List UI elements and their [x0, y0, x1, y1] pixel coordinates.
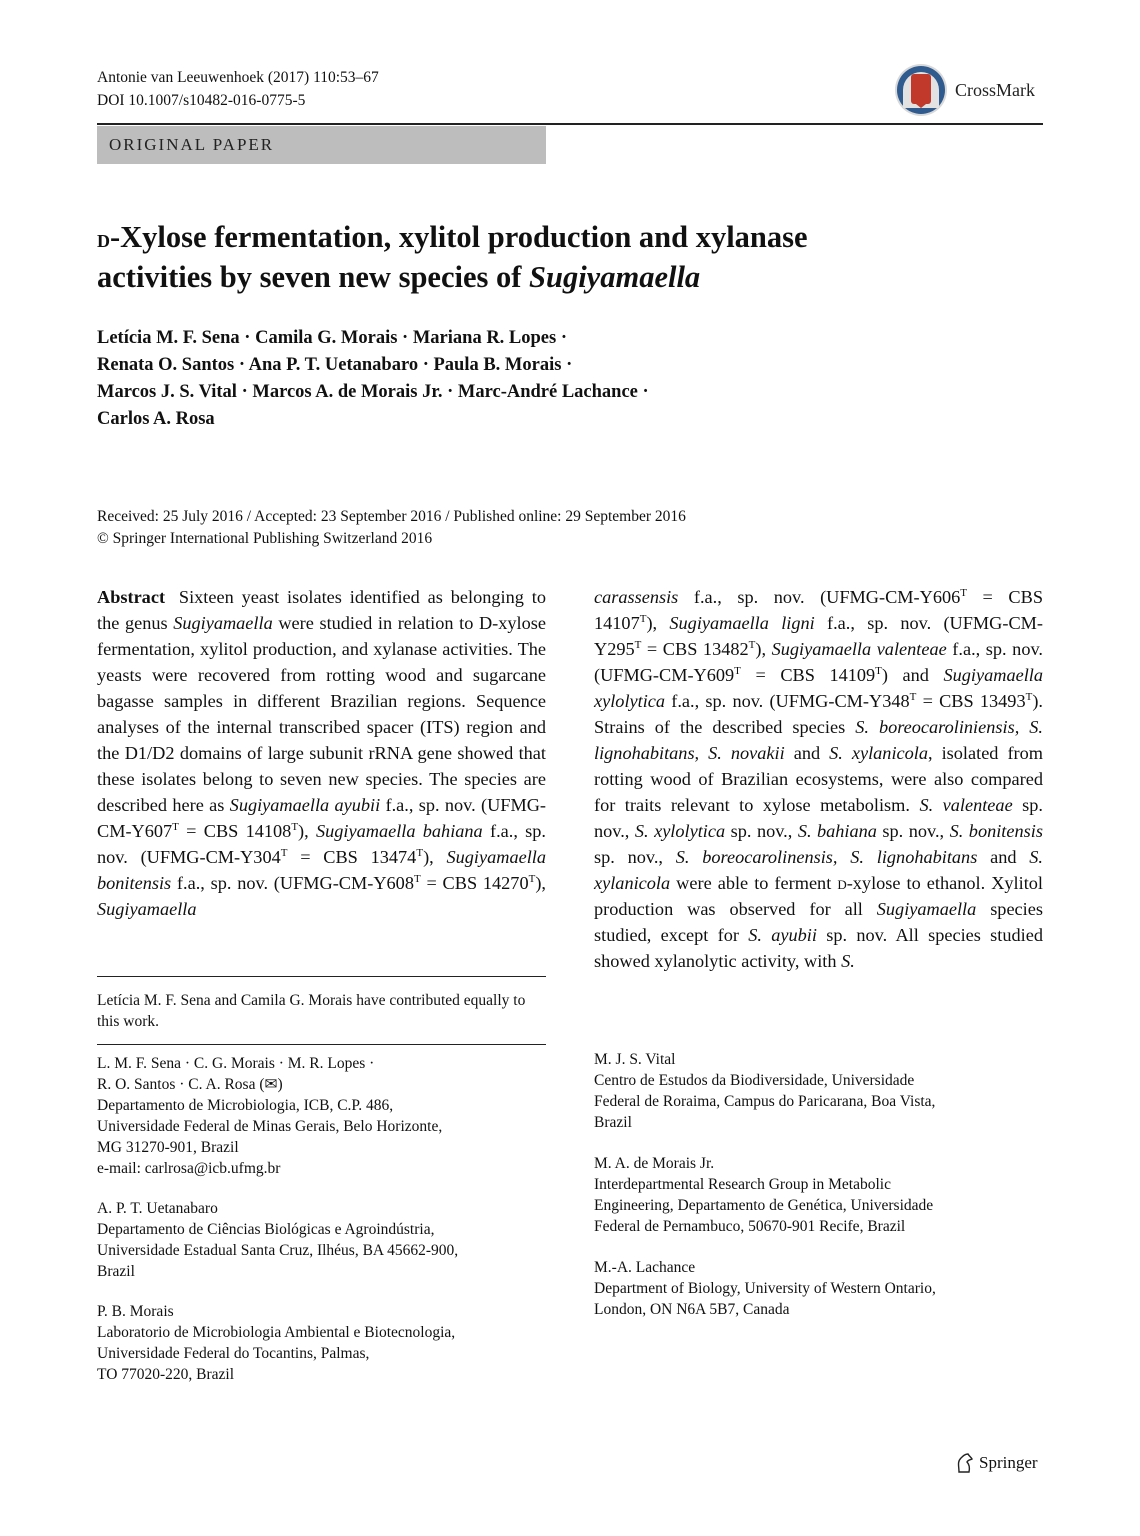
type-strain-superscript: T — [748, 638, 756, 651]
copyright: © Springer International Publishing Switzerland 2016 — [97, 530, 433, 547]
small-caps-run: d — [837, 873, 847, 893]
author-line: Letícia M. F. Sena · Camila G. Morais · Mariana R. Lopes · — [97, 328, 568, 348]
affiliation-line: Laboratorio de Microbiologia Ambiental e Biotecnologia, — [97, 1324, 456, 1341]
text-run: ), — [423, 847, 447, 867]
text-run: Sixteen yeast isolates identified as belonging to the genus — [97, 587, 546, 633]
author-list — [97, 325, 857, 433]
springer-horse-icon — [955, 1452, 975, 1474]
abstract-heading: Abstract — [97, 587, 166, 607]
affiliation-line: Universidade Federal de Minas Gerais, Belo Horizonte, — [97, 1118, 443, 1135]
affiliation-line: Departamento de Ciências Biológicas e Agroindústria, — [97, 1221, 435, 1238]
text-run: were able to ferment — [670, 873, 838, 893]
text-run: ). Strains of the described species — [594, 691, 1043, 737]
text-run: species studied, except for — [594, 899, 1043, 945]
text-run: ), — [755, 639, 772, 659]
equal-contribution-note: Letícia M. F. Sena and Camila G. Morais have contributed equally to this work. — [97, 992, 526, 1030]
type-strain-superscript: T — [291, 820, 299, 833]
history-dates: Received: 25 July 2016 / Accepted: 23 September 2016 / Published online: 29 September 2016 — [97, 508, 686, 525]
publisher-logo — [955, 1452, 1038, 1474]
type-strain-superscript: T — [416, 846, 424, 859]
journal-meta — [97, 66, 379, 112]
type-strain-superscript: T — [413, 872, 421, 885]
author-line: Marcos J. S. Vital · Marcos A. de Morais Jr. · Marc-André Lachance · — [97, 382, 649, 402]
italic-run: Sugiyamaella — [97, 899, 197, 919]
paper-title — [97, 218, 997, 296]
text-run: f.a., sp. nov. (UFMG-CM-Y606 — [678, 587, 961, 607]
paper-type-banner — [97, 126, 546, 164]
text-run: -xylose to ethanol. Xylitol production was observed for all — [594, 873, 1043, 919]
type-strain-superscript: T — [1025, 690, 1033, 703]
affiliation-line: Federal de Pernambuco, 50670-901 Recife, Brazil — [594, 1218, 906, 1235]
title-line2: activities by seven new species of — [97, 260, 530, 294]
footnote-rule — [97, 976, 546, 977]
affiliation-line: Universidade Federal do Tocantins, Palmas, — [97, 1345, 370, 1362]
title-prefix: d — [97, 224, 110, 253]
text-run: f.a., sp. nov. (UFMG-CM-Y609 — [594, 639, 1043, 685]
italic-run: S. xylolytica — [634, 821, 726, 841]
author-line: Carlos A. Rosa — [97, 409, 215, 429]
abstract-left-column — [97, 584, 546, 922]
crossmark-label: CrossMark — [955, 79, 1035, 100]
affiliation-line: MG 31270-901, Brazil — [97, 1139, 239, 1156]
text-run: sp. nov., — [725, 821, 798, 841]
text-run: ), — [646, 613, 670, 633]
text-run: ), — [298, 821, 316, 841]
affiliation-line: TO 77020-220, Brazil — [97, 1366, 235, 1383]
type-strain-superscript: T — [639, 612, 647, 625]
type-strain-superscript: T — [909, 690, 917, 703]
text-run: f.a., sp. nov. (UFMG-CM-Y607 — [97, 795, 546, 841]
type-strain-superscript: T — [734, 664, 741, 677]
text-run: ), — [535, 873, 546, 893]
affiliation-block — [594, 1257, 1043, 1320]
italic-run: S. — [841, 951, 855, 971]
affiliation-line: Brazil — [594, 1114, 632, 1131]
publisher-name: Springer — [979, 1453, 1038, 1472]
type-strain-superscript: T — [528, 872, 536, 885]
type-strain-superscript: T — [280, 846, 288, 859]
type-strain-superscript: T — [634, 638, 642, 651]
crossmark-badge[interactable] — [893, 62, 1043, 118]
publication-dates — [97, 506, 686, 550]
italic-run: S. bonitensis — [949, 821, 1043, 841]
affiliation-line: Departamento de Microbiologia, ICB, C.P. 486, — [97, 1097, 394, 1114]
affiliation-line: Interdepartmental Research Group in Metabolic — [594, 1176, 891, 1193]
doi[interactable]: DOI 10.1007/s10482-016-0775-5 — [97, 92, 306, 109]
paper-type-label: ORIGINAL PAPER — [109, 135, 275, 154]
italic-run: S. boreocaroliniensis, S. lignohabitans, S. novakii — [594, 717, 1043, 763]
italic-run: carassensis — [594, 587, 679, 607]
affiliation-line: Engineering, Departamento de Genética, Universidade — [594, 1197, 934, 1214]
abstract-right-column — [594, 584, 1043, 974]
affiliation-line: A. P. T. Uetanabaro — [97, 1200, 218, 1217]
type-strain-superscript: T — [875, 664, 882, 677]
italic-run: S. valenteae — [919, 795, 1013, 815]
italic-run: Sugiyamaella — [876, 899, 977, 919]
title-line1: -Xylose fermentation, xylitol production and xylanase — [110, 220, 808, 254]
affiliation-line: Federal de Roraima, Campus do Paricarana, Boa Vista, — [594, 1093, 936, 1110]
affiliation-line: M. J. S. Vital — [594, 1051, 676, 1068]
text-run: ) and — [881, 665, 944, 685]
corresponding-email[interactable]: e-mail: carlrosa@icb.ufmg.br — [97, 1160, 281, 1177]
text-run: f.a., sp. nov. (UFMG-CM-Y348 — [665, 691, 910, 711]
text-run: = CBS 14270 — [420, 873, 529, 893]
text-run: sp. nov., — [594, 847, 676, 867]
italic-run: Sugiyamaella bahiana — [315, 821, 483, 841]
affiliation-line: London, ON N6A 5B7, Canada — [594, 1301, 790, 1318]
text-run: , isolated from rotting wood of Brazilian ecosystems, were also compared for traits relevant to xylose metabolism. — [594, 743, 1043, 815]
text-run: = CBS 13493 — [916, 691, 1026, 711]
affiliation-block — [97, 1198, 546, 1282]
text-run: sp. nov., — [876, 821, 950, 841]
journal-citation: Antonie van Leeuwenhoek (2017) 110:53–67 — [97, 69, 379, 86]
italic-run: S. xylanicola — [594, 847, 1043, 893]
abstract-text-left — [97, 587, 546, 919]
affiliation-line: Department of Biology, University of Western Ontario, — [594, 1280, 936, 1297]
text-run: = CBS 14108 — [178, 821, 292, 841]
italic-run: S. ayubii — [748, 925, 817, 945]
affiliation-line: L. M. F. Sena · C. G. Morais · M. R. Lopes · — [97, 1055, 375, 1072]
text-run: f.a., sp. nov. (UFMG-CM-Y304 — [97, 821, 546, 867]
text-run: f.a., sp. nov. (UFMG-CM-Y295 — [594, 613, 1043, 659]
type-strain-superscript: T — [960, 586, 967, 599]
italic-run: S. bahiana — [797, 821, 877, 841]
crossmark-icon — [893, 62, 949, 118]
text-run: and — [784, 743, 830, 763]
affiliation-line: R. O. Santos · C. A. Rosa (✉) — [97, 1076, 283, 1093]
italic-run: S. xylanicola — [829, 743, 928, 763]
italic-run: Sugiyamaella xylolytica — [594, 665, 1044, 711]
affiliation-line: M. A. de Morais Jr. — [594, 1155, 715, 1172]
text-run: sp. nov., — [594, 795, 1043, 841]
italic-run: Sugiyamaella valenteae — [771, 639, 947, 659]
italic-run: Sugiyamaella ayubii — [229, 795, 381, 815]
abstract-text-right — [594, 587, 1043, 971]
text-run: were studied in relation to D-xylose fermentation, xylitol production, and xylanase activities. The yeasts were recovered from rotting wood and sugarcane bagasse samples in different Brazilian regions. Sequence analyses of the internal transcribed spacer (ITS) region and the D1/D2 domains of large subunit rRNA gene showed that these isolates belong to seven new species. The species are described here as — [97, 613, 546, 815]
italic-run: S. boreocarolinensis, S. lignohabitans — [675, 847, 978, 867]
affiliation-block — [97, 1053, 546, 1179]
text-run: = CBS 14107 — [594, 587, 1043, 633]
italic-run: Sugiyamaella — [173, 613, 273, 633]
text-run: f.a., sp. nov. (UFMG-CM-Y608 — [171, 873, 414, 893]
type-strain-superscript: T — [172, 820, 179, 833]
text-run: and — [977, 847, 1030, 867]
affiliation-line: Universidade Estadual Santa Cruz, Ilhéus, BA 45662-900, — [97, 1242, 459, 1259]
affiliation-block — [594, 1153, 1043, 1237]
affiliation-rule — [97, 1044, 546, 1045]
affiliation-block — [97, 1301, 546, 1385]
affiliation-line: Centro de Estudos da Biodiversidade, Universidade — [594, 1072, 915, 1089]
author-line: Renata O. Santos · Ana P. T. Uetanabaro · Paula B. Morais · — [97, 355, 573, 375]
text-run: = CBS 14109 — [740, 665, 876, 685]
text-run: = CBS 13482 — [641, 639, 749, 659]
italic-run: Sugiyamaella bonitensis — [97, 847, 546, 893]
header-rule — [97, 123, 1043, 125]
italic-run: Sugiyamaella ligni — [669, 613, 815, 633]
affiliation-block — [594, 1049, 1043, 1133]
text-run: sp. nov. All species studied showed xylanolytic activity, with — [594, 925, 1043, 971]
title-genus: Sugiyamaella — [529, 260, 701, 294]
affiliation-line: P. B. Morais — [97, 1303, 174, 1320]
text-run: = CBS 13474 — [287, 847, 417, 867]
affiliation-line: Brazil — [97, 1263, 135, 1280]
affiliation-line: M.-A. Lachance — [594, 1259, 696, 1276]
